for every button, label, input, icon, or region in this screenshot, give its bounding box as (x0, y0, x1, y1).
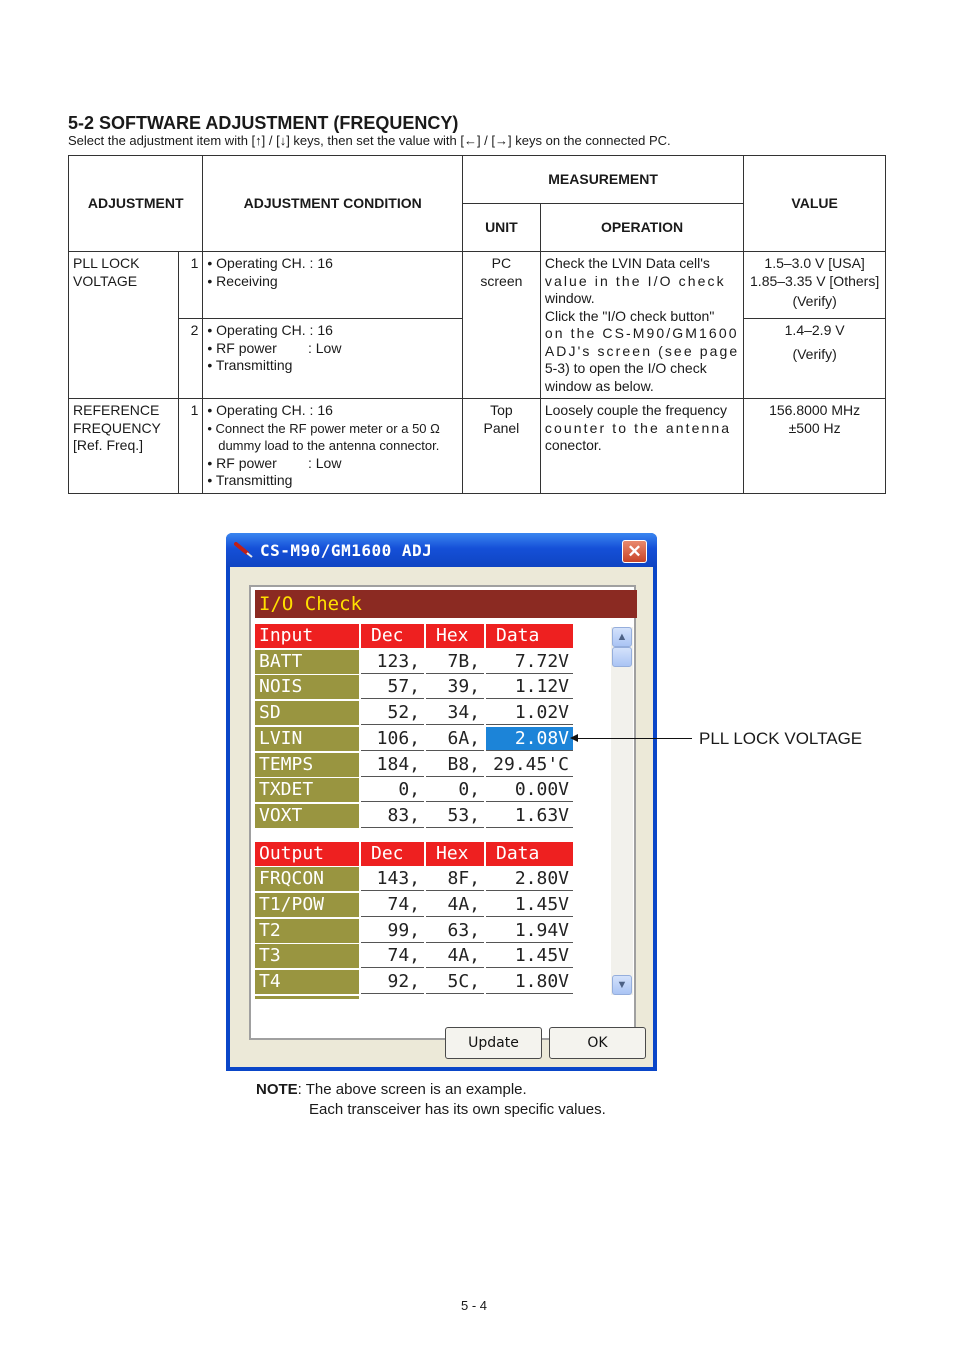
scrollbar[interactable] (611, 627, 633, 995)
grid-value-cell[interactable]: 1.12V (486, 675, 573, 699)
grid-label-cell[interactable]: T3 (255, 944, 359, 968)
grid-value-cell[interactable]: 57, (361, 675, 424, 699)
output-header-row[interactable] (255, 842, 573, 866)
row-unit (462, 399, 540, 494)
row-value (744, 319, 886, 399)
operation-line: Click the "I/O check button" (544, 307, 715, 324)
grid-value-cell[interactable]: 6A, (426, 727, 484, 751)
grid-value-cell[interactable]: 106, (361, 727, 424, 751)
io-check-header: I/O Check (255, 590, 637, 618)
grid-value-cell[interactable]: 0.00V (486, 778, 573, 802)
grid-value-cell[interactable]: 8F, (426, 867, 484, 891)
grid-label-cell[interactable]: LVIN (255, 727, 359, 751)
row-conditions (203, 319, 463, 399)
output-row[interactable] (255, 919, 573, 943)
grid-label-cell[interactable]: T2 (255, 919, 359, 943)
adjustment-line: PLL LOCK (73, 255, 140, 271)
value-line: 1.5–3.0 V [USA] (764, 255, 865, 271)
grid-value-cell[interactable]: 0, (361, 778, 424, 802)
input-row[interactable] (255, 804, 573, 828)
unit-line: PC (491, 255, 512, 271)
grid-header-cell: Data (486, 842, 573, 866)
pointer-line (576, 738, 692, 739)
header-operation: OPERATION (540, 204, 743, 252)
note-line1: : The above screen is an example. (297, 1081, 527, 1098)
row-conditions (203, 399, 463, 494)
grid-value-cell[interactable]: 74, (361, 893, 424, 917)
operation-line: on the CS-M90/GM1600 (544, 325, 739, 341)
ok-button[interactable]: OK (549, 1027, 646, 1059)
row-ref-adjustment (69, 399, 179, 494)
operation-line: window as below. (544, 377, 654, 394)
condition-line: dummy load to the antenna connector. (207, 438, 440, 453)
grid-value-cell[interactable]: 184, (361, 753, 424, 777)
grid-label-cell[interactable]: FRQCON (255, 867, 359, 891)
grid-value-cell[interactable]: 74, (361, 944, 424, 968)
condition-line: • Operating CH. : 16 (207, 322, 333, 338)
output-row[interactable] (255, 970, 573, 994)
header-unit: UNIT (462, 204, 540, 252)
scroll-down-button[interactable]: ▼ (612, 975, 632, 995)
operation-line: value in the I/O check (544, 272, 726, 289)
row-number: 2 (178, 319, 202, 399)
grid-label-cell[interactable]: NOIS (255, 675, 359, 699)
note-line2: Each transceiver has its own specific values. (309, 1100, 606, 1118)
condition-line: • Connect the RF power meter or a 50 Ω (207, 420, 440, 436)
unit-line: screen (480, 272, 523, 289)
value-line: 156.8000 MHz (769, 402, 861, 418)
window-body (230, 567, 653, 1067)
scroll-up-button[interactable]: ▲ (612, 627, 632, 647)
grid-label-cell[interactable]: SD (255, 701, 359, 725)
operation-line: conector. (544, 437, 602, 453)
condition-line: • Transmitting (207, 472, 293, 488)
input-row[interactable] (255, 675, 573, 699)
grid-label-cell[interactable]: T1/POW (255, 893, 359, 917)
window-title: CS-M90/GM1600 ADJ (260, 541, 433, 560)
condition-line: • Operating CH. : 16 (207, 402, 333, 418)
input-header-row[interactable] (255, 624, 573, 648)
grid-value-cell[interactable]: 99, (361, 919, 424, 943)
adjustment-line: FREQUENCY (73, 419, 161, 436)
operation-line: Loosely couple the frequency (544, 402, 727, 418)
io-check-panel (249, 585, 636, 1040)
operation-line: Check the LVIN Data cell's (544, 255, 710, 271)
grid-value-cell[interactable]: 1.94V (486, 919, 573, 943)
grid-label-cell[interactable]: TXDET (255, 778, 359, 802)
header-condition: ADJUSTMENT CONDITION (203, 156, 463, 252)
row-conditions (203, 252, 463, 319)
grid-value-cell[interactable]: 39, (426, 675, 484, 699)
adjustment-line: VOLTAGE (73, 272, 138, 289)
grid-header-cell: Data (486, 624, 573, 648)
row-pll-adjustment (69, 252, 179, 399)
input-row[interactable] (255, 727, 573, 751)
operation-line: 5-3) to open the I/O check (544, 360, 707, 376)
grid-value-cell[interactable]: 7.72V (486, 650, 573, 674)
input-row[interactable] (255, 778, 573, 802)
grid-value-cell[interactable]: 34, (426, 701, 484, 725)
grid-value-cell[interactable]: 1.02V (486, 701, 573, 725)
grid-header-cell: Input (255, 624, 359, 648)
adjustment-table (68, 155, 886, 494)
window-title-bar[interactable] (226, 533, 657, 567)
grid-label-cell[interactable]: T4 (255, 970, 359, 994)
note (256, 1080, 606, 1119)
row-unit (462, 252, 540, 399)
grid-header-cell: Hex (426, 624, 484, 648)
page-number: 5 - 4 (461, 1298, 488, 1313)
grid-value-cell[interactable]: 1.80V (486, 970, 573, 994)
value-line: ±500 Hz (788, 419, 841, 436)
close-button[interactable]: ✕ (622, 540, 647, 563)
pointer-label: PLL LOCK VOLTAGE (699, 729, 863, 748)
grid-value-cell[interactable]: 29.45'C (486, 753, 573, 777)
grid-value-cell[interactable]: 1.45V (486, 893, 573, 917)
value-line: (Verify) (792, 293, 837, 309)
input-row[interactable] (255, 701, 573, 725)
condition-line: • Operating CH. : 16 (207, 255, 333, 271)
grid-row-fragment (255, 996, 359, 999)
grid-value-cell[interactable]: 52, (361, 701, 424, 725)
operation-line: counter to the antenna (544, 419, 732, 436)
grid-header-cell: Dec (361, 624, 424, 648)
header-value: VALUE (744, 156, 886, 252)
condition-line: • Receiving (207, 272, 278, 289)
grid-value-cell[interactable]: 7B, (426, 650, 484, 674)
unit-line: Top (490, 402, 513, 418)
grid-value-cell[interactable]: 2.08V (486, 727, 573, 751)
adjustment-line: [Ref. Freq.] (73, 437, 144, 453)
operation-line: window. (544, 290, 595, 306)
note-label: NOTE (256, 1081, 298, 1098)
value-line: 1.4–2.9 V (784, 322, 845, 338)
grid-value-cell[interactable]: 4A, (426, 944, 484, 968)
row-number: 1 (178, 399, 202, 494)
grid-value-cell[interactable]: 92, (361, 970, 424, 994)
adj-window (226, 533, 657, 1071)
section-title: 5-2 SOFTWARE ADJUSTMENT (FREQUENCY) (68, 113, 459, 133)
grid-value-cell[interactable]: 0, (426, 778, 484, 802)
grid-header-cell: Hex (426, 842, 484, 866)
grid-value-cell[interactable]: 123, (361, 650, 424, 674)
condition-line: • RF power : Low (207, 454, 342, 471)
row-operation (540, 252, 743, 399)
row-number: 1 (178, 252, 202, 319)
value-line: (Verify) (792, 345, 837, 362)
grid-value-cell[interactable]: 143, (361, 867, 424, 891)
value-line: 1.85–3.35 V [Others] (750, 272, 880, 289)
instruction-text: Select the adjustment item with [↑] / [↓] keys, then set the value with [←] / [→] keys on the connected PC. (68, 133, 671, 148)
condition-line: • RF power : Low (207, 339, 342, 356)
row-value (744, 399, 886, 494)
output-row[interactable] (255, 893, 573, 917)
row-operation (540, 399, 743, 494)
grid-value-cell[interactable]: 83, (361, 804, 424, 828)
grid-value-cell[interactable]: 1.63V (486, 804, 573, 828)
grid-header-cell: Output (255, 842, 359, 866)
grid-value-cell[interactable]: 2.80V (486, 867, 573, 891)
header-adjustment: ADJUSTMENT (69, 156, 203, 252)
grid-value-cell[interactable]: B8, (426, 753, 484, 777)
grid-value-cell[interactable]: 63, (426, 919, 484, 943)
grid-value-cell[interactable]: 1.45V (486, 944, 573, 968)
grid-value-cell[interactable]: 5C, (426, 970, 484, 994)
operation-line: ADJ's screen (see page (544, 342, 740, 359)
output-row[interactable] (255, 944, 573, 968)
grid-value-cell[interactable]: 53, (426, 804, 484, 828)
adjustment-line: REFERENCE (73, 402, 160, 418)
grid-label-cell[interactable]: TEMPS (255, 753, 359, 777)
screwdriver-icon (234, 542, 254, 558)
grid-label-cell[interactable]: BATT (255, 650, 359, 674)
grid-value-cell[interactable]: 4A, (426, 893, 484, 917)
unit-line: Panel (483, 419, 520, 436)
condition-line: • Transmitting (207, 357, 293, 373)
header-measurement: MEASUREMENT (462, 156, 743, 204)
grid-label-cell[interactable]: VOXT (255, 804, 359, 828)
grid-header-cell: Dec (361, 842, 424, 866)
input-row[interactable] (255, 650, 573, 674)
row-value (744, 252, 886, 319)
input-row[interactable] (255, 753, 573, 777)
output-row[interactable] (255, 867, 573, 891)
update-button[interactable]: Update (445, 1027, 542, 1059)
scroll-thumb[interactable] (612, 647, 632, 667)
